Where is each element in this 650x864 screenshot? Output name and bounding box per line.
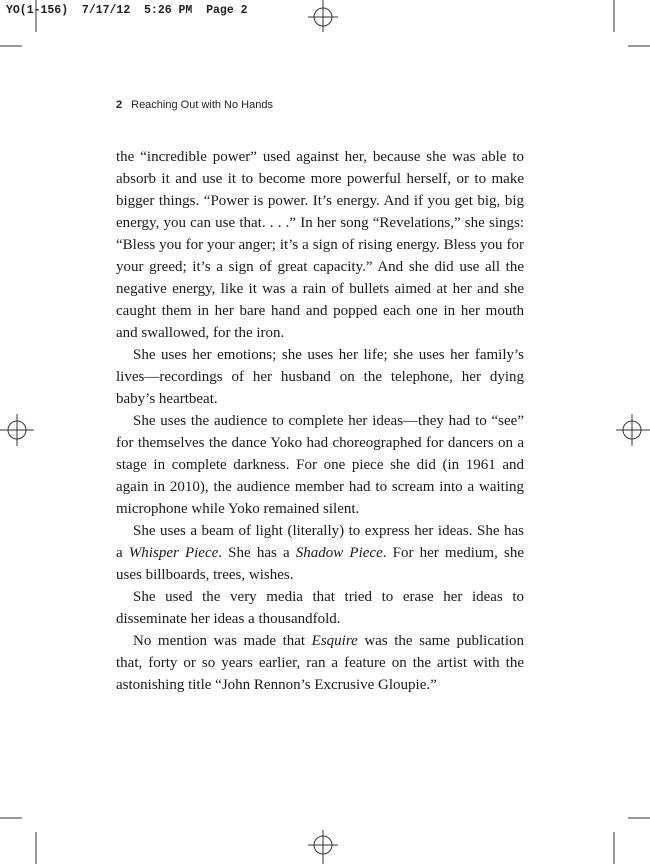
paragraph-2: She uses her emotions; she uses her life; she uses her family’s lives—recordings of her husband on the telephone, her dying baby’s heartbeat. bbox=[116, 347, 524, 407]
page-number: 2 bbox=[116, 99, 123, 111]
running-head bbox=[116, 99, 273, 111]
paragraph-1: the “incredible power” used against her, because she was able to absorb it and use it to become more powerful herself, or to make bigger things. “Power is power. It’s energy. And if you get big, big energy, you can use that. . . .” In her song “Revelations,” she sings: “Bless you for your anger; it’s a sign of rising energy. Bless you for your greed; it’s a sign of great capacity.” And she did use all the negative energy, like it was a rain of bullets aimed at her and she caught them in her bare hand and popped each one in her mouth and swallowed, for the iron. bbox=[116, 149, 524, 341]
paragraph-4-italic-shadow-piece: Shadow Piece bbox=[295, 545, 383, 561]
registration-mark-left bbox=[0, 414, 34, 446]
registration-mark-top bbox=[308, 0, 338, 32]
registration-mark-bottom bbox=[308, 830, 338, 864]
paragraph-6-italic-esquire: Esquire bbox=[311, 633, 358, 649]
paragraph-4-text-c: . For her medium, she uses billboards, trees, wishes. bbox=[116, 545, 524, 583]
paragraph-3: She uses the audience to complete her ideas—they had to “see” for themselves the dance Yoko had choreographed for dancers on a stage in complete darkness. For one piece she did (in 1961 and again in 2010), the audience member had to scream into a waiting microphone while Yoko remained silent. bbox=[116, 413, 524, 517]
running-head-title: Reaching Out with No Hands bbox=[131, 99, 273, 111]
paragraph-4-text-b: . She has a bbox=[218, 545, 296, 561]
printer-slug: YO(1-156) 7/17/12 5:26 PM Page 2 bbox=[6, 4, 248, 17]
paragraph-4-text-a: She uses a beam of light (literally) to express her ideas. She has a bbox=[116, 523, 524, 561]
paragraph-5: She used the very media that tried to erase her ideas to disseminate her ideas a thousandfold. bbox=[116, 589, 524, 627]
paragraph-6-text-a: No mention was made that bbox=[133, 633, 312, 649]
paragraph-6-text-b: was the same publication that, forty or so years earlier, ran a feature on the artist with the astonishing title “John Rennon’s Excrusive Gloupie.” bbox=[116, 633, 525, 693]
paragraph-4 bbox=[116, 520, 524, 586]
paragraph-6 bbox=[116, 630, 524, 696]
registration-mark-right bbox=[616, 414, 650, 446]
body-text bbox=[116, 146, 524, 696]
paragraph-4-italic-whisper-piece: Whisper Piece bbox=[128, 545, 219, 561]
